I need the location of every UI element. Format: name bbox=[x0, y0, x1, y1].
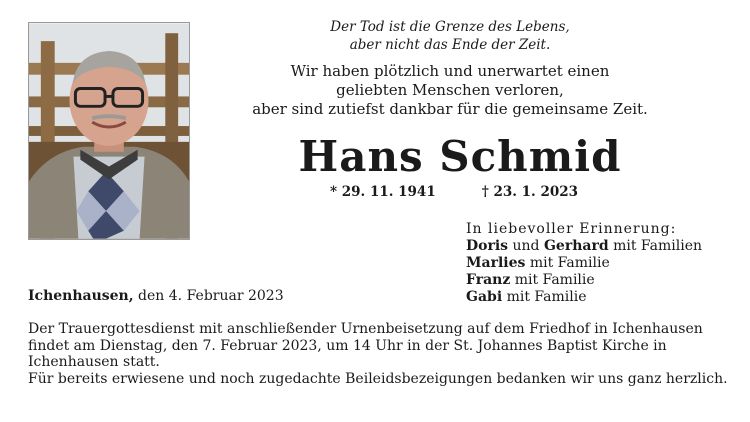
mourner-name: Gabi bbox=[466, 289, 503, 305]
mourner-row bbox=[466, 255, 702, 272]
mourner-row bbox=[466, 272, 702, 289]
motto-line-2: aber nicht das Ende der Zeit. bbox=[349, 37, 551, 53]
notice-date: den 4. Februar 2023 bbox=[133, 288, 284, 304]
mourner-suffix: mit Familie bbox=[510, 272, 595, 288]
motto-quote bbox=[300, 18, 600, 54]
mourners-list bbox=[466, 221, 702, 306]
thanks-text: Für bereits erwiesene und noch zugedachte Beileidsbezeigungen bedanken wir uns ganz herzlich. bbox=[28, 370, 728, 387]
portrait-illustration bbox=[29, 23, 189, 239]
intro-line-2: geliebten Menschen verloren, bbox=[336, 81, 564, 99]
mourner-suffix: mit Familie bbox=[525, 255, 610, 271]
mourner-name: Doris bbox=[466, 238, 509, 254]
mourner-join: und bbox=[508, 238, 544, 254]
place-date-line bbox=[28, 288, 284, 305]
mourners-heading: In liebevoller Erinnerung: bbox=[466, 221, 677, 237]
motto-line-1: Der Tod ist die Grenze des Lebens, bbox=[330, 19, 570, 35]
service-text: Der Trauergottesdienst mit anschließender Urnenbeisetzung auf dem Friedhof in Ichenhausen findet am Dienstag, den 7. Februar 2023, um 14 Uhr in der St. Johannes Baptist Kirche in Ichenhausen statt. bbox=[28, 321, 703, 370]
intro-text bbox=[230, 62, 670, 119]
death-date: † 23. 1. 2023 bbox=[481, 184, 579, 200]
mourner-suffix: mit Familien bbox=[608, 238, 703, 254]
mourner-row bbox=[466, 289, 702, 306]
deceased-name: Hans Schmid bbox=[298, 132, 622, 181]
intro-line-1: Wir haben plötzlich und unerwartet einen bbox=[290, 62, 610, 80]
mourner-row bbox=[466, 238, 702, 255]
funeral-notice bbox=[28, 321, 728, 387]
life-dates bbox=[330, 184, 578, 200]
mourner-suffix: mit Familie bbox=[502, 289, 587, 305]
mourner-name: Gerhard bbox=[543, 238, 609, 254]
mourner-name: Marlies bbox=[466, 255, 526, 271]
intro-line-3: aber sind zutiefst dankbar für die gemeinsame Zeit. bbox=[252, 100, 648, 118]
mourner-name: Franz bbox=[466, 272, 511, 288]
place-name: Ichenhausen, bbox=[28, 288, 134, 304]
portrait-photo bbox=[28, 22, 190, 240]
birth-date: * 29. 11. 1941 bbox=[330, 184, 436, 200]
